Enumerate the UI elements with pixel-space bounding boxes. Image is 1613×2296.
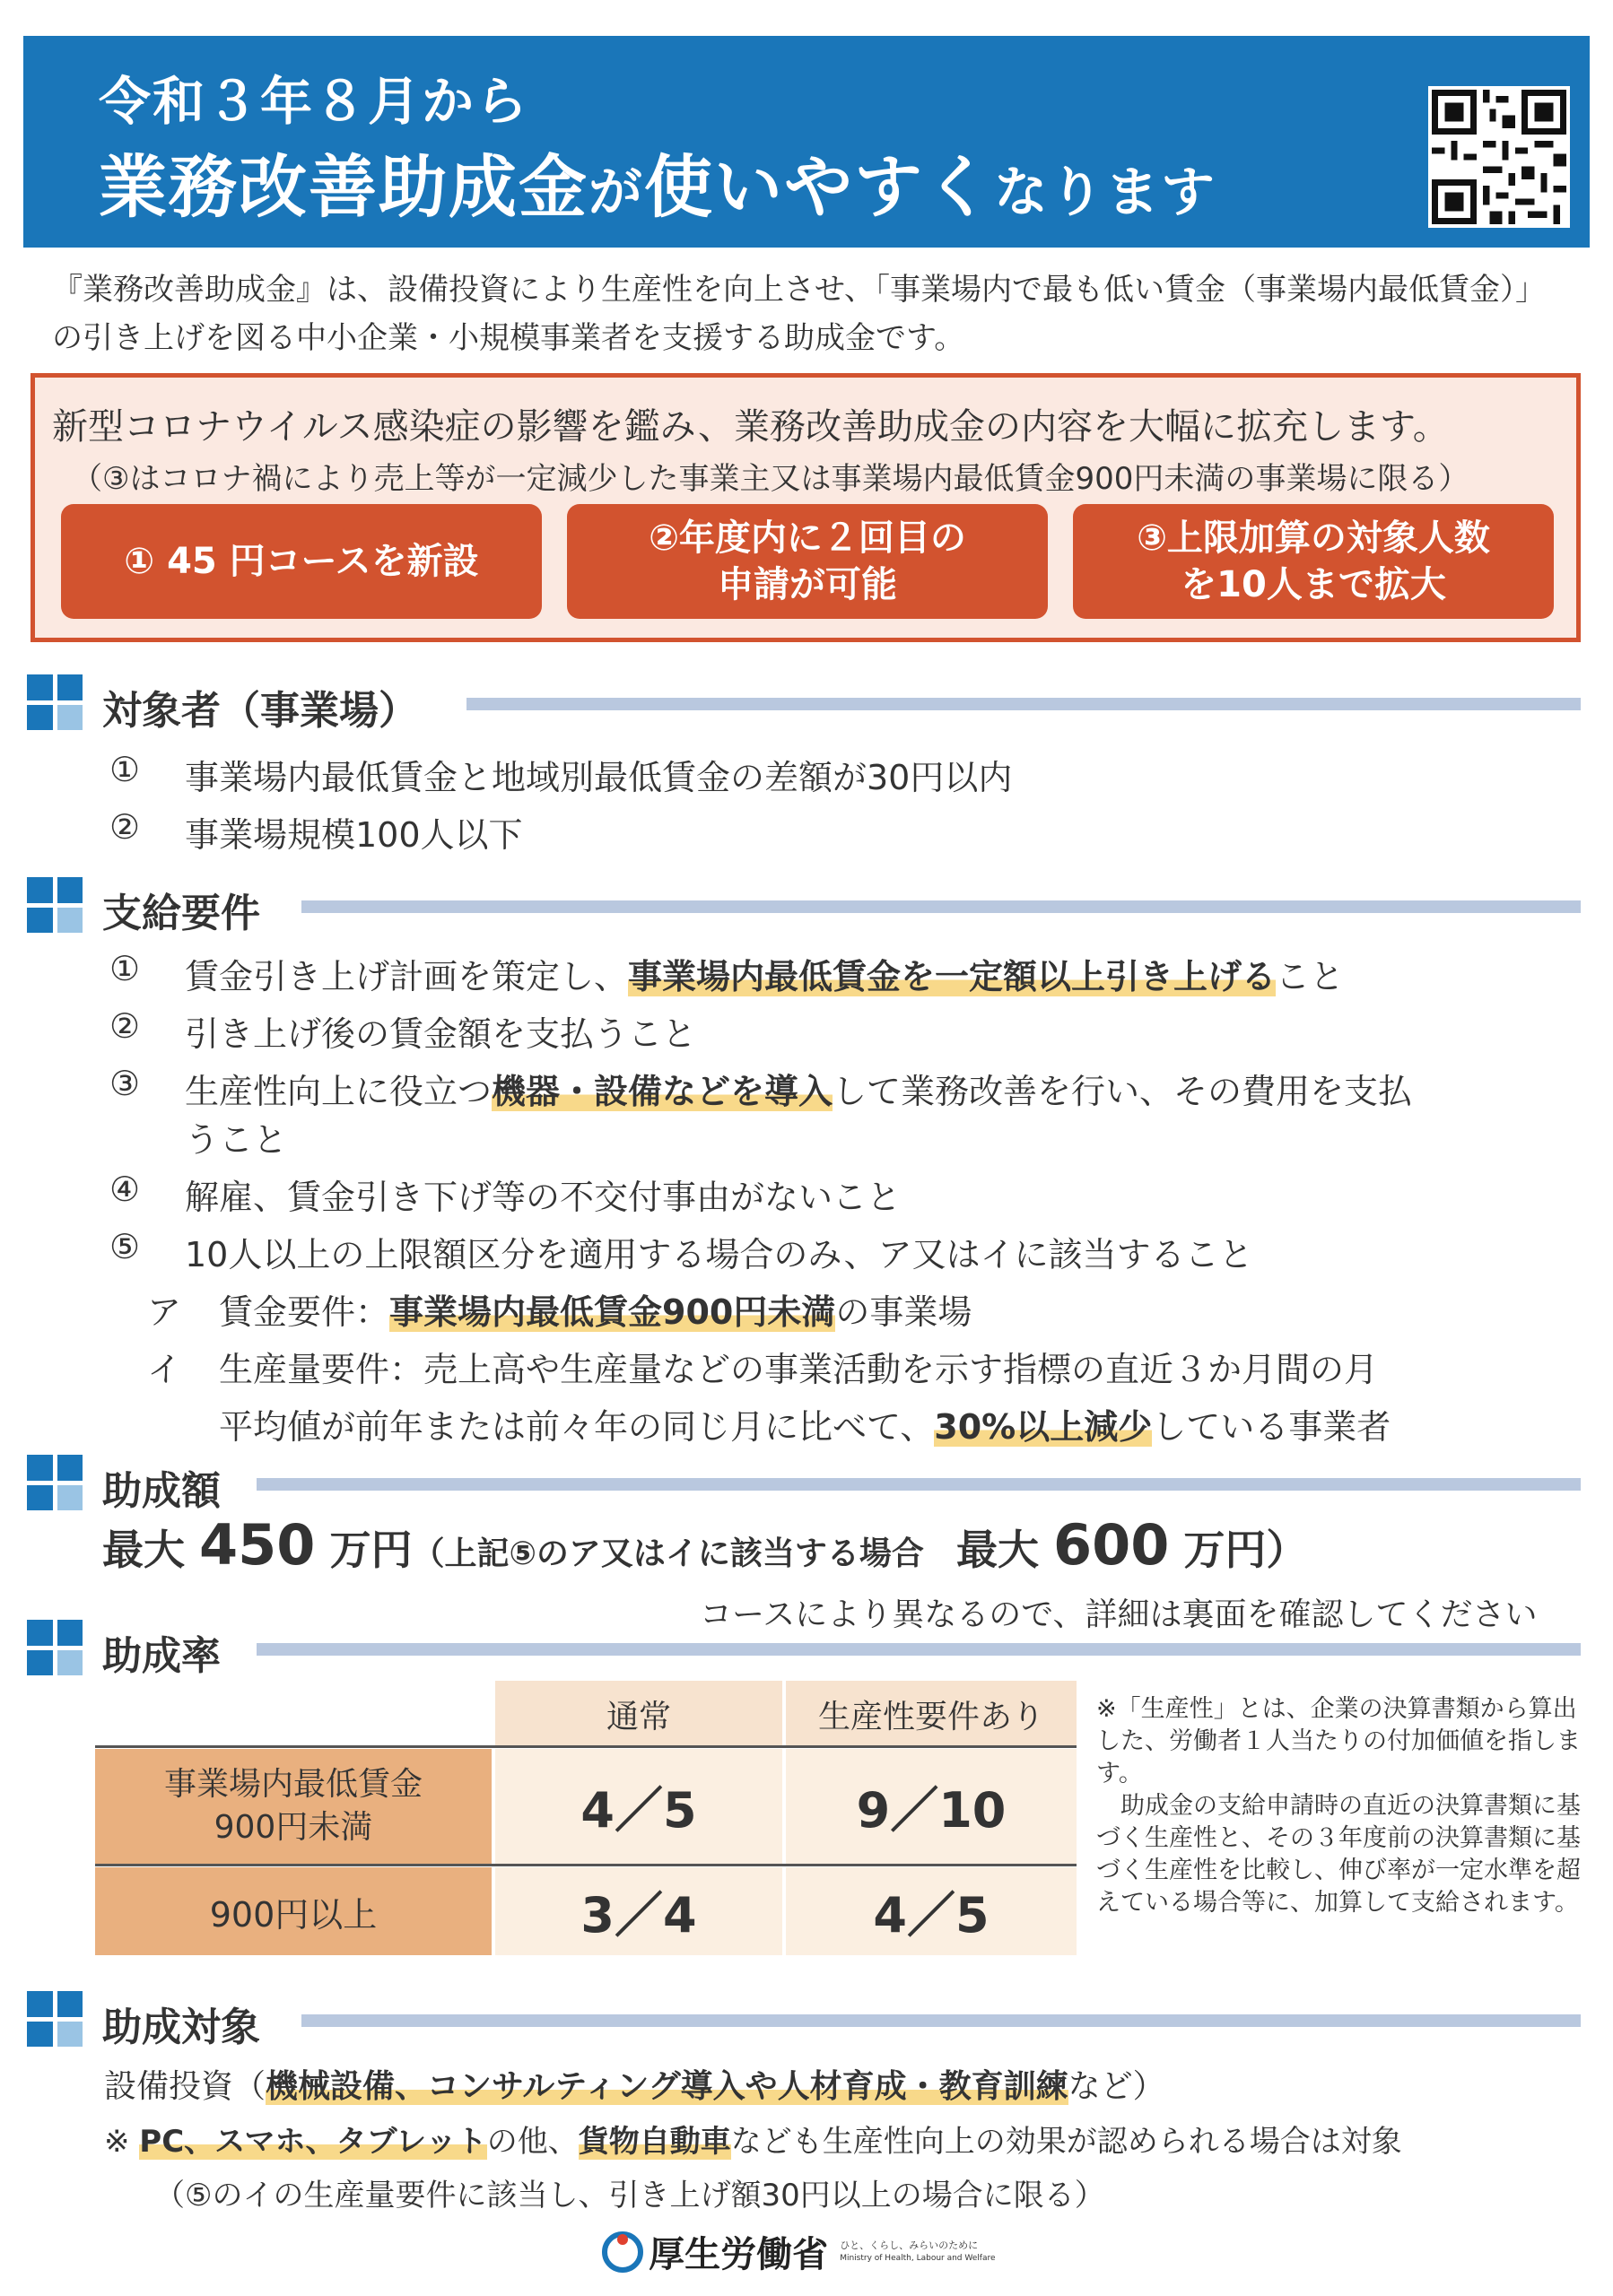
- rate-row2-label: 900円以上: [95, 1867, 492, 1955]
- intro-text: 『業務改善助成金』は、設備投資により生産性を向上させ、「事業場内で最も低い賃金（事業場内最低賃金）」の引き上げを図る中小企業・小規模事業者を支援する助成金です。: [52, 272, 1546, 356]
- footer-ministry-logo: [601, 2226, 996, 2277]
- subject-line-1: 設備投資（機械設備、コンサルティング導入や人材育成・教育訓練など）: [104, 2068, 1165, 2105]
- req-num-2: ②: [109, 1006, 141, 1046]
- amount-title: 助成額: [102, 1468, 221, 1514]
- section-rule: [301, 2014, 1581, 2027]
- qr-code-icon[interactable]: [1428, 86, 1570, 228]
- req-item-3-cont: うこと: [185, 1120, 288, 1160]
- ministry-tagline: ひと、くらし、みらいのために: [840, 2239, 979, 2251]
- header-date: 令和３年８月から: [99, 71, 530, 132]
- req-item-3: 生産性向上に役立つ機器・設備などを導入して業務改善を行い、その費用を支払: [185, 1072, 1413, 1111]
- rate-row2-normal: 3／4: [495, 1867, 782, 1955]
- rate-title: 助成率: [102, 1633, 221, 1679]
- section-square-icon: [27, 674, 83, 730]
- expansion-pill-2: ②年度内に２回目の 申請が可能: [567, 504, 1048, 619]
- req-num-1: ①: [109, 949, 141, 988]
- req-sub-i-label: イ: [147, 1350, 182, 1389]
- rate-col-productivity: 生産性要件あり: [786, 1681, 1077, 1747]
- target-item-2: 事業場規模100人以下: [185, 815, 523, 855]
- req-sub-i: 生産量要件：売上高や生産量などの事業活動を示す指標の直近３か月間の月: [219, 1350, 1379, 1389]
- target-num-1: ①: [109, 750, 141, 789]
- req-item-1: 賃金引き上げ計画を策定し、事業場内最低賃金を一定額以上引き上げること: [185, 957, 1345, 996]
- rate-row2-productivity: 4／5: [786, 1867, 1077, 1955]
- table-divider: [95, 1864, 1077, 1866]
- covid-note-text: （③はコロナ禍により売上等が一定減少した事業主又は事業場内最低賃金900円未満の事業場に限る）: [72, 461, 1469, 497]
- req-item-2: 引き上げ後の賃金額を支払うこと: [185, 1014, 697, 1054]
- expansion-pill-1: ① 45 円コースを新設: [61, 504, 542, 619]
- amount-note: コースにより異なるので、詳細は裏面を確認してください: [700, 1596, 1538, 1633]
- ministry-logo-icon: [601, 2231, 644, 2274]
- rate-col-normal: 通常: [495, 1681, 782, 1747]
- rate-row1-normal: 4／5: [495, 1749, 782, 1864]
- req-num-5: ⑤: [109, 1227, 141, 1266]
- section-rule: [257, 1478, 1581, 1491]
- req-sub-a: 賃金要件：事業場内最低賃金900円未満の事業場: [219, 1292, 972, 1332]
- section-square-icon: [27, 1620, 83, 1675]
- amount-value: 最大 450 万円（上記⑤のア又はイに該当する場合 最大 600 万円）: [102, 1512, 1308, 1578]
- rate-side-note: ※「生産性」とは、企業の決算書類から算出した、労働者１人当たりの付加価値を指します。 助成金の支給申請時の直近の決算書類に基づく生産性と、その３年度前の決算書類に基づく生産性を比較し、伸び率が一定水準を超えている場合等に、加算して支給されます。: [1096, 1695, 1581, 1917]
- target-title: 対象者（事業場）: [102, 688, 418, 734]
- subject-line-2: ※ PC、スマホ、タブレットの他、貨物自動車なども生産性向上の効果が認められる場合は対象: [104, 2124, 1402, 2160]
- req-num-4: ④: [109, 1170, 141, 1209]
- header-title: 業務改善助成金が使いやすくなります: [99, 147, 1216, 227]
- expansion-pill-3: ③上限加算の対象人数 を10人まで拡大: [1073, 504, 1554, 619]
- ministry-tagline-en: Ministry of Health, Labour and Welfare: [840, 2253, 996, 2263]
- section-rule: [466, 698, 1581, 710]
- target-item-1: 事業場内最低賃金と地域別最低賃金の差額が30円以内: [185, 758, 1013, 797]
- req-num-3: ③: [109, 1064, 141, 1103]
- requirements-title: 支給要件: [102, 891, 260, 936]
- section-square-icon: [27, 877, 83, 933]
- target-num-2: ②: [109, 807, 141, 847]
- rate-row1-productivity: 9／10: [786, 1749, 1077, 1864]
- covid-main-text: 新型コロナウイルス感染症の影響を鑑み、業務改善助成金の内容を大幅に拡充します。: [52, 406, 1449, 448]
- table-divider: [95, 1745, 1077, 1748]
- subject-line-3: （⑤のイの生産量要件に該当し、引き上げ額30円以上の場合に限る）: [154, 2178, 1105, 2213]
- ministry-name: 厚生労働省: [649, 2234, 829, 2275]
- req-sub-i-cont: 平均値が前年または前々年の同じ月に比べて、30%以上減少している事業者: [219, 1407, 1391, 1447]
- rate-row1-label: 事業場内最低賃金 900円未満: [95, 1749, 492, 1864]
- req-item-5: 10人以上の上限額区分を適用する場合のみ、ア又はイに該当すること: [185, 1235, 1253, 1274]
- section-square-icon: [27, 1991, 83, 2047]
- section-rule: [301, 900, 1581, 913]
- req-item-4: 解雇、賃金引き下げ等の不交付事由がないこと: [185, 1178, 902, 1217]
- section-rule: [257, 1643, 1581, 1656]
- section-square-icon: [27, 1455, 83, 1510]
- req-sub-a-label: ア: [147, 1292, 182, 1332]
- subject-title: 助成対象: [102, 2005, 260, 2050]
